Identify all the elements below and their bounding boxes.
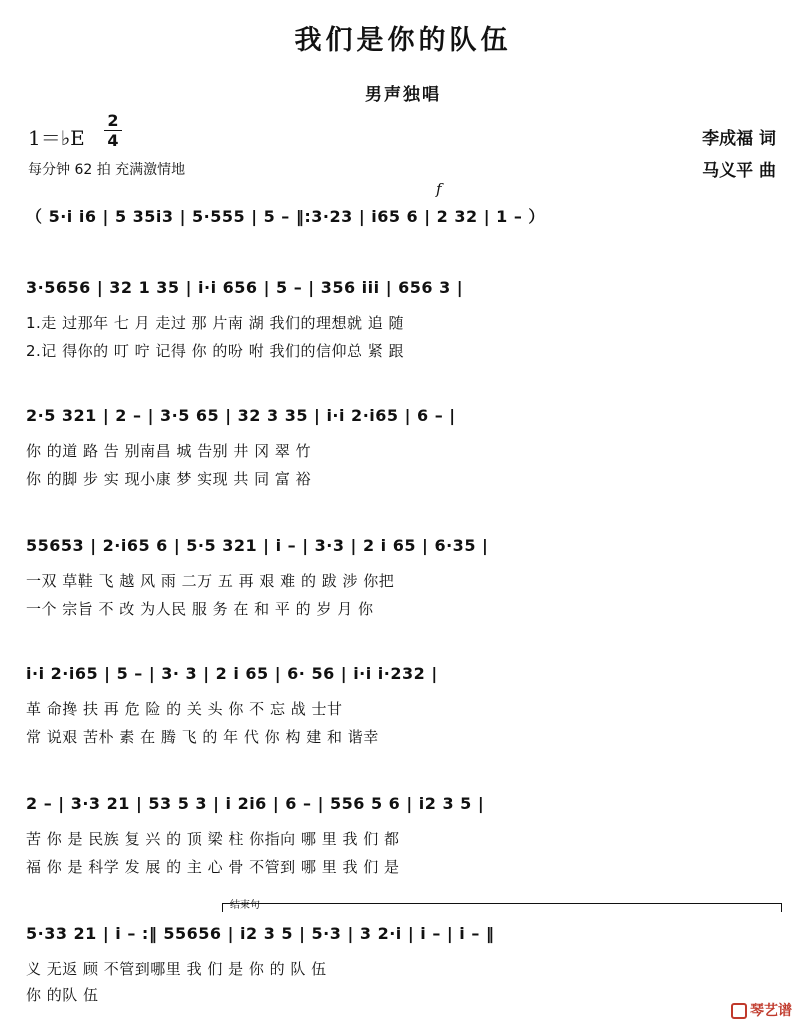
lyric-row-6-verse-1: 义 无返 顾 不管到哪里 我 们 是 你 的 队 伍 <box>26 960 327 978</box>
notation-row-1: 3·5656 | 32 1 35 | i·i 656 | 5 – | 356 iii | 656 3 | <box>26 278 464 297</box>
qinyipu-logo-icon <box>731 1003 747 1019</box>
lyric-row-2-verse-1: 你 的道 路 告 别南昌 城 告别 井 冈 翠 竹 <box>26 442 312 460</box>
meter-bottom: 4 <box>107 131 119 150</box>
lyric-row-1-verse-2: 2.记 得你的 叮 咛 记得 你 的吩 咐 我们的信仰总 紧 跟 <box>26 342 404 360</box>
lyric-row-4-verse-1: 革 命搀 扶 再 危 险 的 关 头 你 不 忘 战 士甘 <box>26 700 343 718</box>
lyric-row-3-verse-1: 一双 草鞋 飞 越 风 雨 二万 五 再 艰 难 的 跋 涉 你把 <box>26 572 395 590</box>
lyricist-credit: 李成福 词 <box>702 129 776 149</box>
notation-row-6: 5·33 21 | i – :‖ 55656 | i2 3 5 | 5·3 | 3 2·i | i – | i – ‖ <box>26 924 495 943</box>
lyric-row-2-verse-2: 你 的脚 步 实 现小康 梦 实现 共 同 富 裕 <box>26 470 312 488</box>
meter-top: 2 <box>107 111 119 130</box>
watermark-text: 琴艺谱 <box>750 1003 792 1019</box>
lyric-row-4-verse-2: 常 说艰 苦朴 素 在 腾 飞 的 年 代 你 构 建 和 谐幸 <box>26 728 379 746</box>
notation-row-3: 55653 | 2·i65 6 | 5·5 321 | i – | 3·3 | 2 i 65 | 6·35 | <box>26 536 489 555</box>
notation-row-4: i·i 2·i65 | 5 – | 3· 3 | 2 i 65 | 6· 56 | i·i i·232 | <box>26 664 438 683</box>
watermark-logo <box>731 1000 792 1020</box>
ending-label: 结束句 <box>230 900 260 911</box>
notation-row-0: （ 5·i i6 | 5 35i3 | 5·555 | 5 – ‖:3·23 | i65 6 | 2 32 | 1 – ） <box>26 207 545 226</box>
ending-bracket <box>222 903 782 912</box>
lyric-row-5-verse-2: 福 你 是 科学 发 展 的 主 心 骨 不管到 哪 里 我 们 是 <box>26 858 400 876</box>
key-signature: 1＝♭E <box>28 126 85 150</box>
notation-row-2: 2·5 321 | 2 – | 3·5 65 | 32 3 35 | i·i 2·i65 | 6 – | <box>26 406 456 425</box>
composer-credit: 马义平 曲 <box>702 161 776 181</box>
song-subtitle: 男声独唱 <box>365 85 441 105</box>
lyric-row-5-verse-1: 苦 你 是 民族 复 兴 的 顶 梁 柱 你指向 哪 里 我 们 都 <box>26 830 400 848</box>
dynamic-marking: f <box>436 180 442 198</box>
song-title: 我们是你的队伍 <box>294 25 512 56</box>
tempo-marking: 每分钟 62 拍 充满激情地 <box>28 162 186 178</box>
notation-row-5: 2 – | 3·3 21 | 53 5 3 | i 2i6 | 6 – | 556 5 6 | i2 3 5 | <box>26 794 485 813</box>
lyric-row-1-verse-1: 1.走 过那年 七 月 走过 那 片南 湖 我们的理想就 追 随 <box>26 314 404 332</box>
time-signature <box>102 112 124 149</box>
lyric-row-6-verse-2: 你 的队 伍 <box>26 986 99 1004</box>
lyric-row-3-verse-2: 一个 宗旨 不 改 为人民 服 务 在 和 平 的 岁 月 你 <box>26 600 374 618</box>
